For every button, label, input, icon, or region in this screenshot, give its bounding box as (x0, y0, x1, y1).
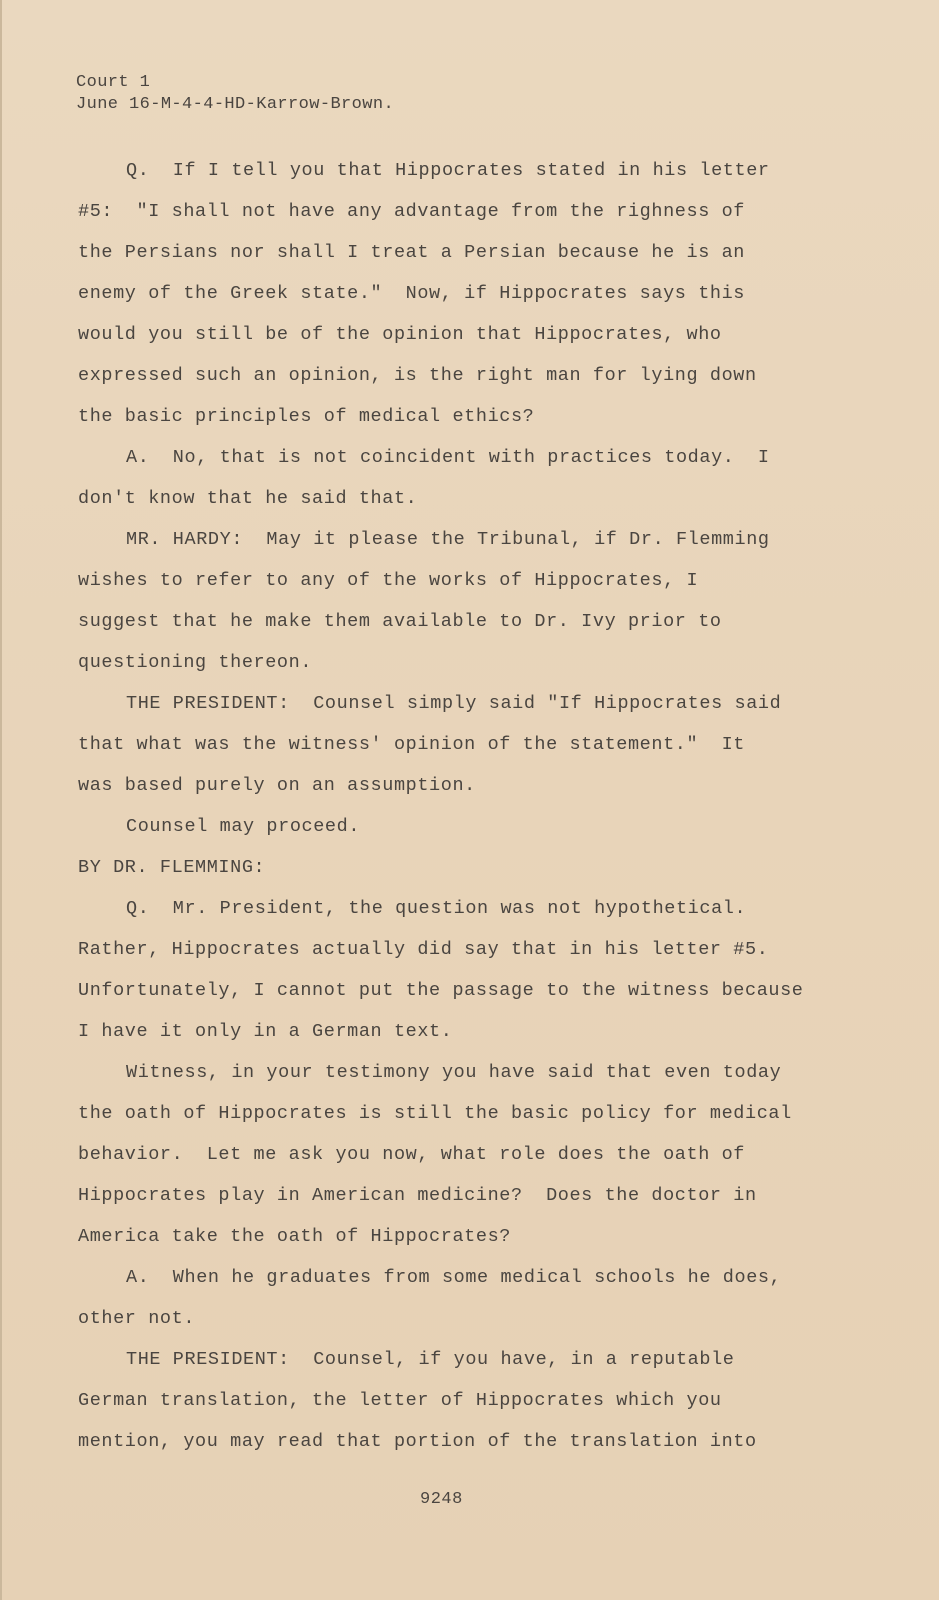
header-block (76, 72, 394, 116)
transcript-line: Counsel may proceed. (126, 816, 361, 837)
transcript-line: the basic principles of medical ethics? (78, 406, 535, 427)
transcript-line: mention, you may read that portion of the translation into (78, 1431, 757, 1452)
transcript-line: suggest that he make them available to Dr. Ivy prior to (78, 611, 722, 632)
transcript-line: Rather, Hippocrates actually did say that in his letter #5. (78, 939, 769, 960)
transcript-line: Q. Mr. President, the question was not hypothetical. (126, 898, 747, 919)
transcript-line: questioning thereon. (78, 652, 313, 673)
transcript-line: I have it only in a German text. (78, 1021, 453, 1042)
transcript-line: behavior. Let me ask you now, what role does the oath of (78, 1144, 746, 1165)
transcript-line: MR. HARDY: May it please the Tribunal, if Dr. Flemming (126, 529, 770, 550)
transcript-line: Unfortunately, I cannot put the passage to the witness because (78, 980, 804, 1001)
transcript-line: BY DR. FLEMMING: (78, 857, 266, 878)
transcript-line: Q. If I tell you that Hippocrates stated in his letter (126, 160, 770, 181)
transcript-line: Hippocrates play in American medicine? Does the doctor in (78, 1185, 757, 1206)
transcript-line: THE PRESIDENT: Counsel, if you have, in a reputable (126, 1349, 735, 1370)
transcript-line: wishes to refer to any of the works of Hippocrates, I (78, 570, 699, 591)
transcript-line: America take the oath of Hippocrates? (78, 1226, 511, 1247)
transcript-line: was based purely on an assumption. (78, 775, 476, 796)
session-code: June 16-M-4-4-HD-Karrow-Brown. (76, 95, 395, 114)
transcript-line: A. When he graduates from some medical schools he does, (126, 1267, 782, 1288)
transcript-line: expressed such an opinion, is the right man for lying down (78, 365, 757, 386)
court-label: Court 1 (76, 73, 151, 92)
transcript-line: the oath of Hippocrates is still the basic policy for medical (78, 1103, 792, 1124)
transcript-line: that what was the witness' opinion of the statement." It (78, 734, 746, 755)
transcript-line: #5: "I shall not have any advantage from the righness of (78, 201, 746, 222)
transcript-line: the Persians nor shall I treat a Persian because he is an (78, 242, 746, 263)
transcript-line: THE PRESIDENT: Counsel simply said "If Hippocrates said (126, 693, 782, 714)
transcript-line: Witness, in your testimony you have said that even today (126, 1062, 782, 1083)
transcript-line: German translation, the letter of Hippocrates which you (78, 1390, 722, 1411)
transcript-line: don't know that he said that. (78, 488, 418, 509)
transcript-line: enemy of the Greek state." Now, if Hippocrates says this (78, 283, 746, 304)
page-number: 9248 (420, 1490, 463, 1509)
transcript-line: other not. (78, 1308, 196, 1329)
transcript-line: would you still be of the opinion that Hippocrates, who (78, 324, 722, 345)
transcript-line: A. No, that is not coincident with practices today. I (126, 447, 770, 468)
